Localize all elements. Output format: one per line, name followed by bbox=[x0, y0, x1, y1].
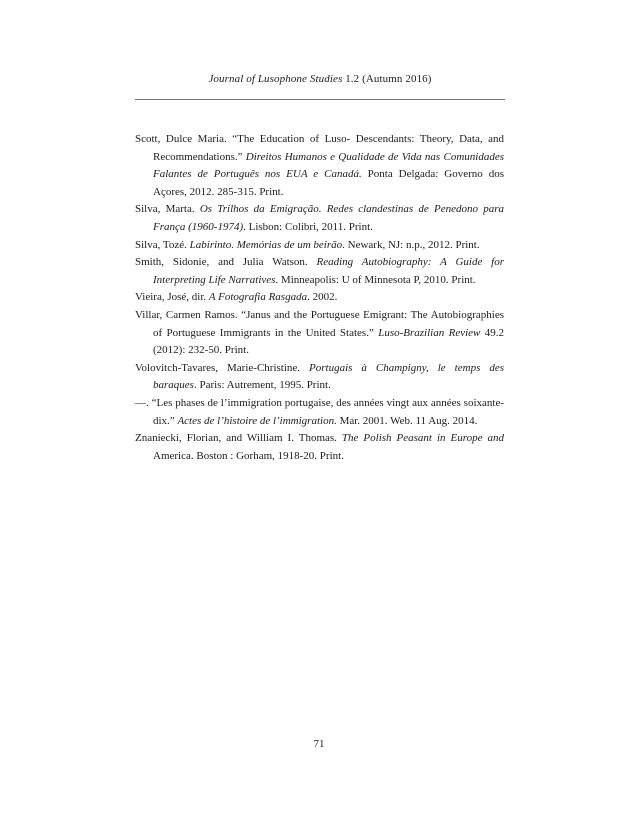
entry-title: Luso-Brazilian Review bbox=[378, 326, 481, 339]
bibliography bbox=[135, 131, 504, 465]
journal-issue: 1.2 (Autumn 2016) bbox=[342, 73, 432, 85]
entry-text: —. “Les phases de l’immigration portugaise, des années vingt aux années soixante-dix.” bbox=[135, 396, 504, 427]
entry-text: Vieira, José, dir. bbox=[135, 291, 209, 304]
entry-text: Scott, Dulce Maria. “The Education of Luso- Descendants: Theory, Data, and Recommendations.” bbox=[135, 133, 504, 163]
bibliography-entry-silva-marta bbox=[135, 201, 504, 236]
entry-text: Volovitch-Tavares, Marie-Christine. bbox=[135, 361, 310, 374]
journal-title: Journal of Lusophone Studies bbox=[208, 73, 343, 85]
entry-text: America. Boston : Gorham, 1918-20. Print. bbox=[153, 449, 344, 462]
entry-title: The Polish Peasant in Europe and bbox=[341, 432, 504, 445]
header-rule bbox=[135, 99, 505, 100]
entry-text: Smith, Sidonie, and Julia Watson. bbox=[135, 256, 317, 269]
entry-text: . Lisbon: Colibri, 2011. Print. bbox=[243, 220, 373, 233]
entry-text: Silva, Marta. bbox=[135, 203, 200, 216]
bibliography-entry-volovitch-tavares-2 bbox=[135, 395, 504, 430]
entry-text: 49.2 (2012): 232-50. Print. bbox=[153, 326, 504, 357]
bibliography-entry-volovitch-tavares bbox=[135, 360, 504, 395]
running-header bbox=[135, 72, 505, 86]
entry-text: Znaniecki, Florian, and William I. Thomas. bbox=[135, 432, 342, 445]
bibliography-entry-znaniecki bbox=[135, 430, 504, 465]
entry-title: Reading Autobiography: A Guide for Interpreting Life Narratives bbox=[153, 256, 504, 286]
entry-text: Villar, Carmen Ramos. “Janus and the Portuguese Emigrant: The Autobiographies of Portuguese Immigrants in the United States.” bbox=[135, 308, 504, 339]
entry-title: Actes de l’histoire de l’immigration. bbox=[177, 414, 337, 427]
entry-title: A Fotografia Rasgada bbox=[208, 291, 308, 304]
bibliography-entry-vieira bbox=[135, 289, 504, 307]
entry-title: Os Trilhos da Emigração. Redes clandestinas de Penedono para França (1960-1974) bbox=[153, 203, 504, 233]
entry-title: Portugais à Champigny, le temps des baraques bbox=[153, 361, 504, 392]
entry-text: Mar. 2001. Web. 11 Aug. 2014. bbox=[336, 414, 478, 427]
entry-text: Ponta Delgada: Governo dos Açores, 2012. 285-315. Print. bbox=[153, 168, 505, 198]
entry-text: . Newark, NJ: n.p., 2012. Print. bbox=[342, 238, 480, 251]
entry-text: Silva, Tozé. bbox=[135, 238, 190, 251]
bibliography-entry-scott bbox=[135, 131, 504, 201]
bibliography-entry-silva-toze bbox=[135, 237, 504, 255]
page-number: 71 bbox=[313, 738, 325, 750]
bibliography-entry-villar bbox=[135, 307, 504, 360]
entry-text: . Minneapolis: U of Minnesota P, 2010. Print. bbox=[275, 273, 476, 286]
entry-text: . 2002. bbox=[307, 291, 338, 304]
entry-title: Direitos Humanos e Qualidade de Vida nas Comunidades Falantes de Português nos EUA e Canadá. bbox=[153, 150, 504, 181]
entry-title: Labirinto. Memórias de um beirão bbox=[189, 238, 343, 251]
bibliography-entry-smith bbox=[135, 254, 504, 289]
entry-text: . Paris: Autrement, 1995. Print. bbox=[193, 379, 331, 392]
